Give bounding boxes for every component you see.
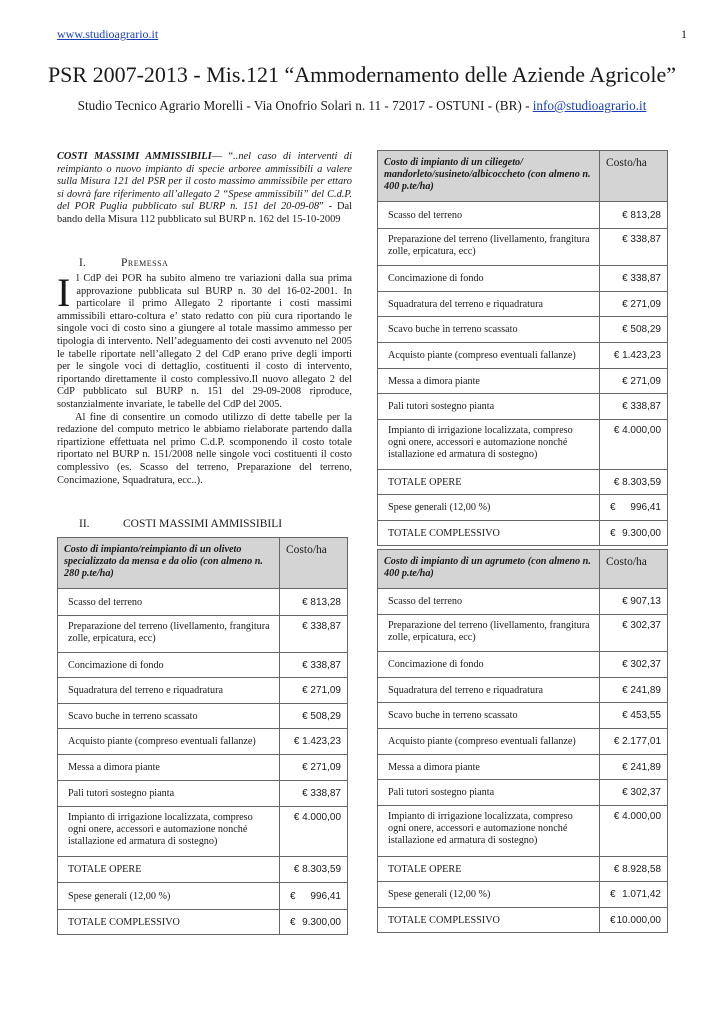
intro-quote: ..nel caso di interventi di reimpianto o nuovo impianto di specie arboree ammissibili a valere sulla Misura 121 del PSR per il costo massimo ammissibile per ettaro si dovrà fare riferimento all’allegato 2 “Spese ammissibili” del C.d.P. del POR Puglia pubblicato sul BURP n. 151 del 20-09-08 (57, 151, 352, 213)
cost-table-oliveto (57, 537, 348, 935)
section-title: Premessa (121, 257, 169, 269)
row-label: Scavo buche in terreno scassato (378, 703, 600, 729)
table-row (378, 652, 668, 678)
premessa-paragraph-2: Al fine di consentire un comodo utilizzo di dette tabelle per la redazione del computo metrico le abbiamo rielaborate partendo dalla ripartizione effettuata nel primo C.d.P. scomponendo il costo totale riportato nel BURP n. 151/2008 nelle singole voci costituenti il costo complessivo (es. Scasso del terreno, Preparazione del terreno, Concimazione, Squadratura, ecc..). (57, 411, 352, 486)
table-row (378, 678, 668, 703)
table-row (378, 343, 668, 369)
table-row (378, 589, 668, 615)
row-value: € 271,09 (600, 292, 668, 317)
row-value: € 338,87 (600, 266, 668, 292)
totale-opere-row (58, 857, 348, 883)
row-value: € 241,89 (600, 755, 668, 780)
row-value: 9.300,00 (622, 527, 661, 539)
section-number: II. (79, 518, 90, 530)
row-label: Messa a dimora piante (378, 369, 600, 394)
row-value: € 1.423,23 (280, 729, 348, 755)
currency-symbol: € (290, 916, 296, 928)
row-label: Scavo buche in terreno scassato (58, 704, 280, 729)
table-row (378, 369, 668, 394)
cost-header: Costo/ha (280, 538, 348, 589)
row-label: Scasso del terreno (378, 202, 600, 229)
email-link[interactable]: info@studioagrario.it (532, 98, 647, 113)
cost-header: Costo/ha (600, 151, 668, 202)
page-number: 1 (681, 27, 687, 41)
row-label: Spese generali (12,00 %) (378, 495, 600, 521)
row-value: € 508,29 (600, 317, 668, 343)
row-value: 9.300,00 (302, 916, 341, 928)
row-value: € 813,28 (280, 589, 348, 616)
table-title: Costo di impianto/reimpianto di un oliveto specializzato da mensa e da olio (con almeno n. 280 p.te/ha) (58, 538, 280, 589)
cost-header: Costo/ha (600, 550, 668, 589)
row-value: € 302,37 (600, 780, 668, 806)
table-row (58, 678, 348, 704)
row-label: Pali tutori sostegno pianta (378, 394, 600, 420)
row-value: € 508,29 (280, 704, 348, 729)
row-label: Messa a dimora piante (58, 755, 280, 781)
section-heading-costi (79, 518, 282, 530)
premessa-body (57, 270, 352, 487)
row-value: € 271,09 (280, 678, 348, 704)
currency-symbol: € (610, 527, 616, 539)
row-value: 996,41 (310, 890, 341, 902)
drop-cap: I (57, 270, 71, 315)
row-value: € 907,13 (600, 589, 668, 615)
row-label: TOTALE OPERE (58, 857, 280, 883)
row-label: Squadratura del terreno e riquadratura (58, 678, 280, 704)
row-value: € 8.303,59 (600, 470, 668, 495)
row-label: Acquisto piante (compreso eventuali fallanze) (378, 343, 600, 369)
row-label: TOTALE COMPLESSIVO (378, 521, 600, 546)
row-label: Concimazione di fondo (58, 653, 280, 678)
section-heading-premessa (79, 257, 168, 269)
row-label: Preparazione del terreno (livellamento, frangitura zolle, erpicatura, ecc) (378, 615, 600, 652)
row-value: € 1.423,23 (600, 343, 668, 369)
table-row (378, 780, 668, 806)
table-title: Costo di impianto di un ciliegeto/ mandorleto/susineto/albicoccheto (con almeno n. 400 p.te/ha) (378, 151, 600, 202)
document-subtitle (0, 98, 724, 114)
totale-opere-row (378, 857, 668, 882)
table-row (378, 394, 668, 420)
intro-paragraph (57, 151, 352, 227)
table-row (58, 616, 348, 653)
row-value: € 8.928,58 (600, 857, 668, 882)
table-row (58, 729, 348, 755)
row-value: € 302,37 (600, 652, 668, 678)
intro-tail: ” - Dal bando della Misura 112 pubblicato sul BURP n. 162 del 15-10-2009 (57, 201, 352, 225)
row-value: € 813,28 (600, 202, 668, 229)
premessa-paragraph-1: l CdP dei POR ha subito almeno tre variazioni dalla sua prima approvazione pubblicata sul BURP n. 30 del 16-02-2001. In particolare il primo Allegato 2 riportante i costi massimi ammissibili ettaro-coltura e’ stato redatto con più cura riportando le singole voci di costo sino a giungere al totale massimo ammesso per tipologia di intervento. Nell’adeguamento dei costi avvenuto nel 2005 le tabelle riportate nell’allegato 2 del CdP erano prive degli importi per le singole voci di dettaglio, costituenti il costo di intervento, riportando direttamente il costo complessivo.Il nuovo allegato 2 del CdP pubblicato sul BURP n. 151 del 29-09-2008 riproduce, sostanzialmente invariate, le tabelle del CdP del 2005. (57, 273, 352, 410)
row-label: TOTALE COMPLESSIVO (58, 910, 280, 935)
table-row (378, 729, 668, 755)
totale-opere-row (378, 470, 668, 495)
row-value: € 338,87 (600, 394, 668, 420)
table-row (378, 703, 668, 729)
spese-generali-row (378, 882, 668, 908)
table-row (58, 589, 348, 616)
row-label: Scavo buche in terreno scassato (378, 317, 600, 343)
totale-complessivo-row (378, 908, 668, 933)
section-number: I. (79, 257, 86, 269)
row-value: € 338,87 (280, 616, 348, 653)
row-label: Spese generali (12,00 %) (58, 883, 280, 910)
table-row (58, 781, 348, 807)
studio-address: Studio Tecnico Agrario Morelli - Via Onofrio Solari n. 11 - 72017 - OSTUNI - (BR) - (77, 98, 533, 113)
site-link[interactable]: www.studioagrario.it (57, 27, 159, 41)
currency-symbol: € (610, 889, 616, 900)
row-label: Pali tutori sostegno pianta (378, 780, 600, 806)
table-row (58, 755, 348, 781)
table-row (378, 292, 668, 317)
totale-complessivo-row (58, 910, 348, 935)
row-label: Scasso del terreno (58, 589, 280, 616)
row-label: Squadratura del terreno e riquadratura (378, 292, 600, 317)
table-row (378, 229, 668, 266)
row-value: € 338,87 (600, 229, 668, 266)
row-value: € 271,09 (600, 369, 668, 394)
row-value: € 8.303,59 (280, 857, 348, 883)
row-value: € 302,37 (600, 615, 668, 652)
row-label: Impianto di irrigazione localizzata, compreso ogni onere, accessori e automazione nonché istallazione ed armatura di sostegno) (378, 806, 600, 857)
table-row (378, 615, 668, 652)
row-label: Preparazione del terreno (livellamento, frangitura zolle, erpicatura, ecc) (58, 616, 280, 653)
currency-symbol: € (610, 502, 616, 513)
row-label: Concimazione di fondo (378, 266, 600, 292)
row-label: Scasso del terreno (378, 589, 600, 615)
row-value: € 241,89 (600, 678, 668, 703)
currency-symbol: € (290, 890, 296, 902)
spese-generali-row (378, 495, 668, 521)
document-title: PSR 2007-2013 - Mis.121 “Ammodernamento delle Aziende Agricole” (47, 62, 677, 87)
row-label: Acquisto piante (compreso eventuali fallanze) (58, 729, 280, 755)
table-row (58, 807, 348, 857)
row-value: € 4.000,00 (600, 806, 668, 857)
row-label: Acquisto piante (compreso eventuali fallanze) (378, 729, 600, 755)
row-label: Impianto di irrigazione localizzata, compreso ogni onere, accessori e automazione nonché istallazione ed armatura di sostegno) (58, 807, 280, 857)
row-label: TOTALE OPERE (378, 470, 600, 495)
spese-generali-row (58, 883, 348, 910)
cost-table-agrumeto (377, 549, 668, 933)
row-value: 1.071,42 (622, 889, 661, 900)
row-value: 10.000,00 (616, 914, 661, 926)
intro-dash: — “ (211, 151, 234, 162)
row-value: € 4.000,00 (600, 420, 668, 470)
row-label: Preparazione del terreno (livellamento, frangitura zolle, erpicatura, ecc) (378, 229, 600, 266)
row-value: € 453,55 (600, 703, 668, 729)
row-label: Spese generali (12,00 %) (378, 882, 600, 908)
row-value: € 4.000,00 (280, 807, 348, 857)
row-value: 996,41 (630, 502, 661, 513)
currency-symbol: € (610, 914, 616, 926)
row-label: TOTALE OPERE (378, 857, 600, 882)
row-value: € 338,87 (280, 653, 348, 678)
row-label: Impianto di irrigazione localizzata, compreso ogni onere, accessori e automazione nonché istallazione ed armatura di sostegno) (378, 420, 600, 470)
totale-complessivo-row (378, 521, 668, 546)
table-row (378, 755, 668, 780)
row-label: Concimazione di fondo (378, 652, 600, 678)
table-title: Costo di impianto di un agrumeto (con almeno n. 400 p.te/ha) (378, 550, 600, 589)
section-title: COSTI MASSIMI AMMISSIBILI (123, 518, 283, 530)
row-label: Squadratura del terreno e riquadratura (378, 678, 600, 703)
table-row (378, 806, 668, 857)
row-label: Messa a dimora piante (378, 755, 600, 780)
intro-heading: COSTI MASSIMI AMMISSIBILI (57, 151, 212, 162)
cost-table-ciliegeto (377, 150, 668, 546)
table-row (58, 704, 348, 729)
row-label: TOTALE COMPLESSIVO (378, 908, 600, 933)
table-row (378, 420, 668, 470)
row-label: Pali tutori sostegno pianta (58, 781, 280, 807)
table-row (378, 202, 668, 229)
row-value: € 271,09 (280, 755, 348, 781)
row-value: € 2.177,01 (600, 729, 668, 755)
table-row (378, 317, 668, 343)
table-row (58, 653, 348, 678)
row-value: € 338,87 (280, 781, 348, 807)
table-row (378, 266, 668, 292)
